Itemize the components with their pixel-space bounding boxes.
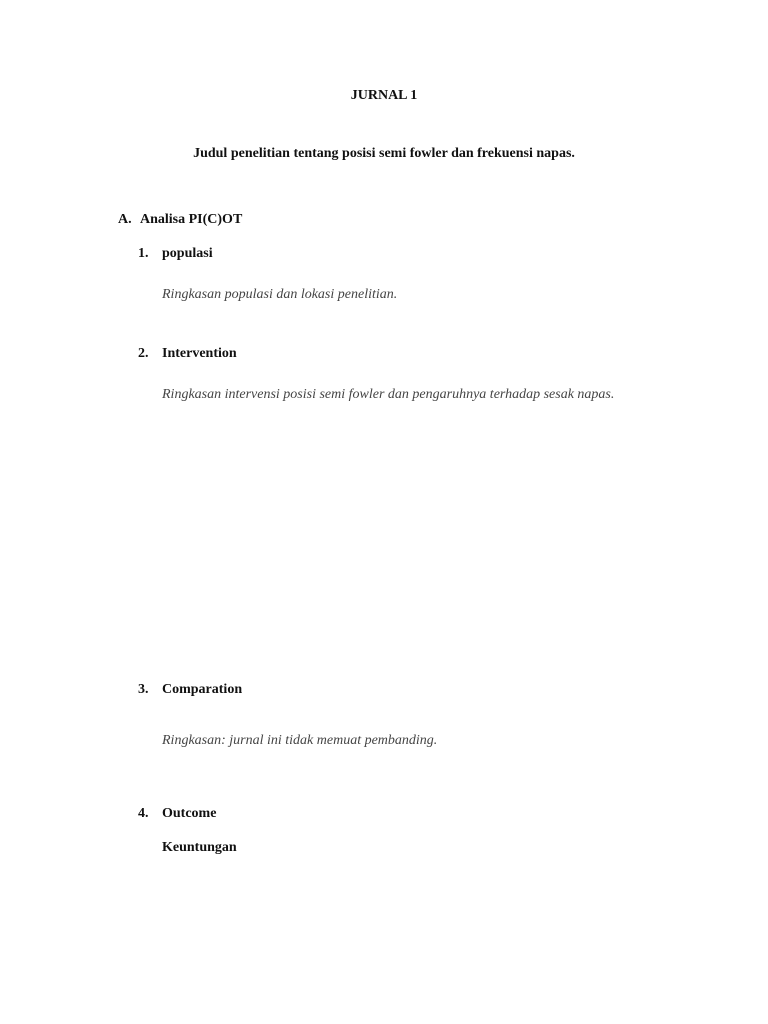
intervention-paragraph: Ringkasan intervensi posisi semi fowler dan pengaruhnya terhadap sesak napas. <box>162 387 615 402</box>
item-title: Outcome <box>162 806 217 821</box>
item-title: populasi <box>162 246 213 261</box>
item-number: 1. <box>138 246 149 261</box>
item-heading-intervention <box>138 346 237 362</box>
section-title: Analisa PI(C)OT <box>140 212 243 227</box>
document-title: JURNAL 1 <box>350 88 418 103</box>
section-letter: A. <box>118 212 132 227</box>
section-heading <box>118 212 242 228</box>
item-heading-populasi <box>138 246 213 262</box>
item-heading-outcome <box>138 806 216 822</box>
item-title: Comparation <box>162 682 243 697</box>
outcome-subheading: Keuntungan <box>162 840 237 855</box>
item-heading-comparation <box>138 682 242 698</box>
item-number: 2. <box>138 346 149 361</box>
comparation-paragraph: Ringkasan: jurnal ini tidak memuat pembanding. <box>162 733 438 748</box>
item-number: 3. <box>138 682 149 697</box>
document-subtitle: Judul penelitian tentang posisi semi fowler dan frekuensi napas. <box>193 146 575 161</box>
item-number: 4. <box>138 806 149 821</box>
populasi-paragraph: Ringkasan populasi dan lokasi penelitian. <box>162 287 398 302</box>
item-title: Intervention <box>162 346 237 361</box>
